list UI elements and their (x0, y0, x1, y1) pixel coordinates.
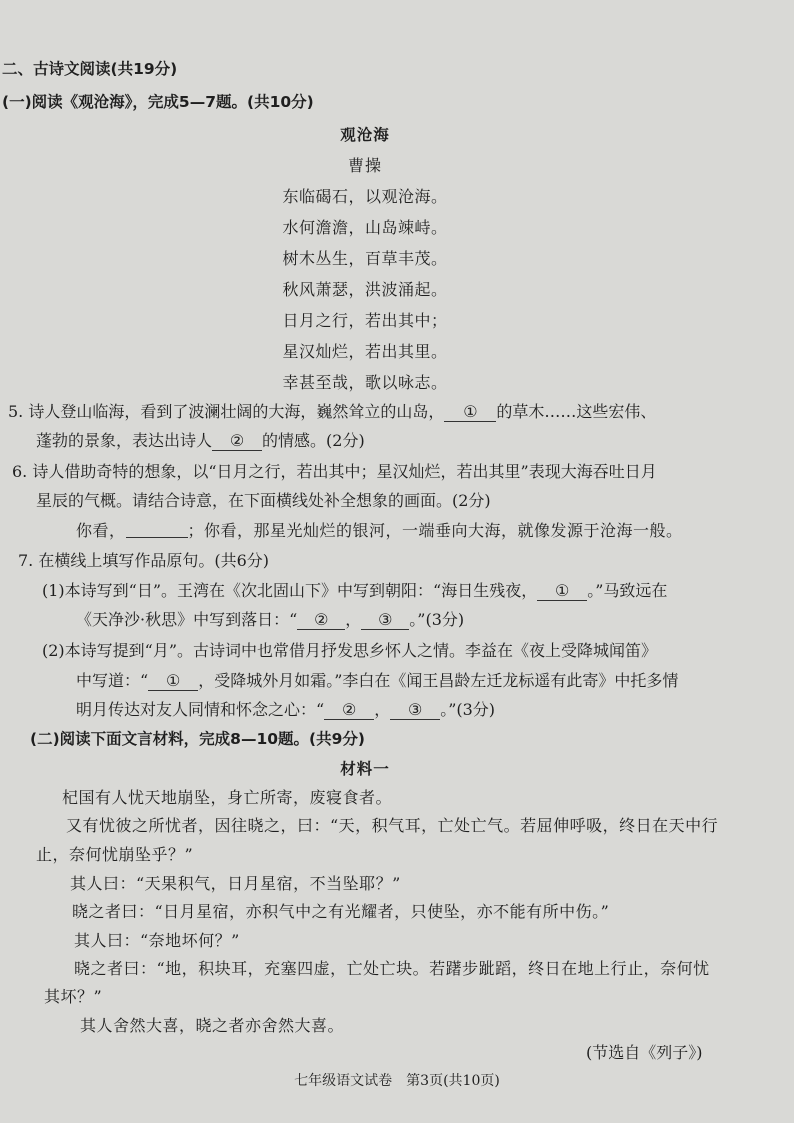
material-line: 晓之者曰：“地，积块耳，充塞四虚，亡处亡块。若躇步跐蹈，终日在地上行止，奈何忧 (74, 959, 710, 978)
q5-text-d: 的情感。(2分) (262, 431, 365, 450)
material-line: 其人曰：“奈地坏何？” (74, 931, 240, 950)
q7-2-text-e: 。”(3分) (440, 700, 496, 719)
material-source: (节选自《列子》) (586, 1043, 703, 1062)
question-7-1-line2 (76, 609, 464, 631)
q6-text-a: 你看， (76, 521, 126, 540)
material-line: 晓之者曰：“日月星宿，亦积气中之有光耀者，只使坠，亦不能有所中伤。” (72, 902, 610, 921)
part2-heading: (二)阅读下面文言材料，完成8—10题。(共9分) (30, 730, 365, 748)
q7-1-blank-3[interactable]: ③ (361, 611, 409, 630)
question-5-line1 (8, 401, 656, 423)
poem-line: 树木丛生，百草丰茂。 (282, 249, 448, 268)
poem-line: 秋风萧瑟，洪波涌起。 (282, 280, 448, 299)
q7-2-text-b: 中写道：“ (76, 671, 149, 690)
q7-1-blank-1[interactable]: ① (537, 582, 587, 601)
poem-line: 幸甚至哉，歌以咏志。 (282, 373, 448, 392)
q7-2-sep: ， (374, 700, 391, 719)
question-6-line2: 星辰的气概。请结合诗意，在下面横线处补全想象的画面。(2分) (36, 491, 491, 510)
section-title: 二、古诗文阅读(共19分) (2, 60, 178, 78)
q7-2-text-d: 明月传达对友人同情和怀念之心：“ (76, 700, 325, 719)
question-5-line2 (36, 430, 365, 452)
question-7-2-line1: (2)本诗写提到“月”。古诗词中也常借月抒发思乡怀人之情。李益在《夜上受降城闻笛》 (42, 641, 658, 660)
question-7-2-line3 (76, 699, 495, 721)
material-title: 材料一 (340, 760, 390, 778)
q5-blank-2[interactable]: ② (212, 432, 262, 451)
poem-line: 日月之行，若出其中； (282, 311, 448, 330)
part1-heading: (一)阅读《观沧海》，完成5—7题。(共10分) (2, 93, 314, 111)
q7-1-text-c: 《天净沙·秋思》中写到落日：“ (76, 610, 298, 629)
q7-2-blank-2[interactable]: ② (324, 701, 374, 720)
page-footer: 七年级语文试卷 第3页(共10页) (294, 1073, 500, 1089)
q5-blank-1[interactable]: ① (444, 403, 496, 422)
question-7-2-line2 (76, 670, 678, 692)
question-7-1-line1 (42, 580, 667, 602)
q7-1-blank-2[interactable]: ② (297, 611, 345, 630)
q7-1-sep: ， (345, 610, 362, 629)
q5-text-b: 的草木……这些宏伟、 (496, 402, 657, 421)
material-line: 其坏？” (44, 987, 103, 1006)
question-6-line3 (76, 520, 683, 542)
q7-1-text-a: (1)本诗写到“日”。王湾在《次北固山下》中写到朝阳：“海日生残夜， (42, 581, 538, 600)
q6-text-b: ；你看，那星光灿烂的银河，一端垂向大海，就像发源于沧海一般。 (187, 521, 683, 540)
material-line: 又有忧彼之所忧者，因往晓之，曰：“天，积气耳，亡处亡气。若屈伸呼吸，终日在天中行 (66, 816, 719, 835)
poem-title: 观沧海 (340, 126, 390, 144)
q6-answer-blank[interactable] (126, 520, 188, 538)
material-line: 杞国有人忧天地崩坠，身亡所寄，废寝食者。 (62, 788, 393, 807)
material-line: 止，奈何忧崩坠乎？” (36, 845, 194, 864)
q5-text-a: 5. 诗人登山临海，看到了波澜壮阔的大海，巍然耸立的山岛， (8, 402, 445, 421)
poem-line: 东临碣石，以观沧海。 (282, 187, 448, 206)
material-line: 其人曰：“天果积气，日月星宿，不当坠耶？” (70, 874, 401, 893)
q7-2-blank-1[interactable]: ① (148, 672, 198, 691)
question-7-head: 7. 在横线上填写作品原句。(共6分) (18, 551, 270, 570)
poem-line: 水何澹澹，山岛竦峙。 (282, 218, 448, 237)
q5-text-c: 蓬勃的景象，表达出诗人 (36, 431, 213, 450)
q7-2-text-c: ，受降城外月如霜。”李白在《闻王昌龄左迁龙标遥有此寄》中托多情 (198, 671, 679, 690)
poem-author: 曹操 (347, 156, 382, 175)
q7-1-text-b: 。”马致远在 (587, 581, 668, 600)
q7-2-blank-3[interactable]: ③ (390, 701, 440, 720)
material-line: 其人舍然大喜，晓之者亦舍然大喜。 (80, 1016, 345, 1035)
q7-1-text-d: 。”(3分) (409, 610, 465, 629)
question-6-line1: 6. 诗人借助奇特的想象，以“日月之行，若出其中；星汉灿烂，若出其里”表现大海吞吐日月 (12, 462, 657, 481)
poem-line: 星汉灿烂，若出其里。 (282, 342, 448, 361)
